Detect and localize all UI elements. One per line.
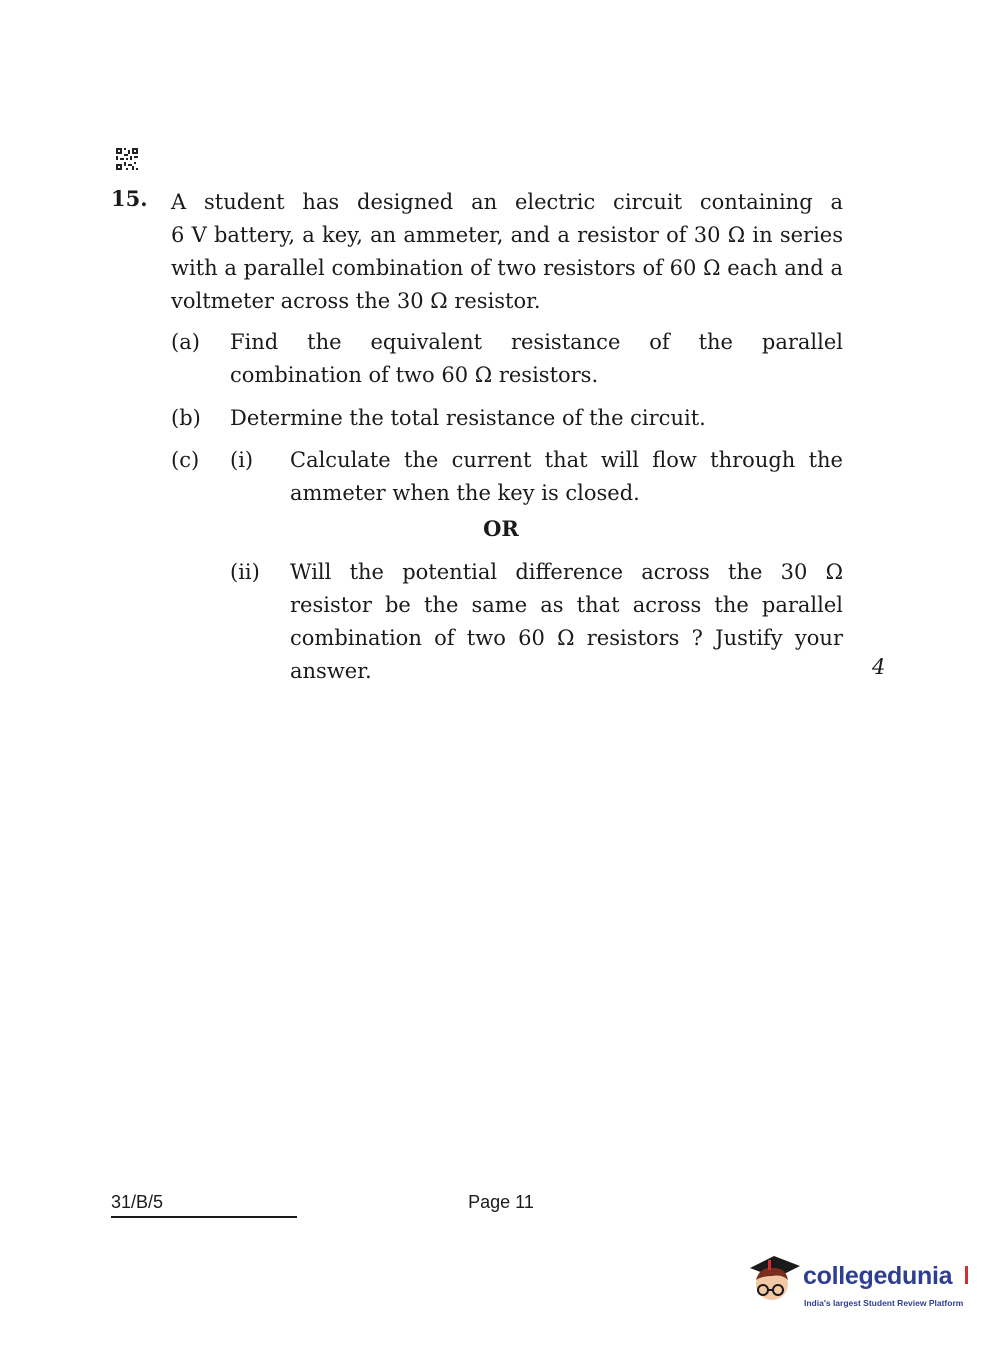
qr-code-icon	[116, 148, 138, 170]
stem-line: voltmeter across the 30 Ω resistor.	[171, 289, 541, 313]
paper-code: 31/B/5	[111, 1192, 164, 1212]
brand-tagline: India's largest Student Review Platform	[804, 1298, 964, 1308]
stem-line: with a parallel combination of two resistors of 60 Ω each and a	[171, 256, 843, 280]
part-c-ii-line: Will the potential difference across the 30 Ω	[290, 560, 843, 584]
part-c-i-text	[290, 444, 843, 510]
part-c-ii-line: answer.	[290, 659, 372, 683]
part-a-line: Find the equivalent resistance of the parallel	[230, 330, 843, 354]
part-c-label: (c)	[171, 448, 200, 472]
brand-name: collegedunia	[803, 1262, 953, 1290]
marks: 4	[872, 655, 886, 679]
part-a-text	[230, 326, 843, 392]
part-c-i-line: ammeter when the key is closed.	[290, 481, 640, 505]
part-b-label: (b)	[171, 406, 201, 430]
part-c-i-label: (i)	[230, 448, 254, 472]
footer-rule	[111, 1216, 297, 1218]
part-c-ii-line: combination of two 60 Ω resistors ? Justify your	[290, 626, 843, 650]
question-number: 15.	[111, 186, 148, 211]
part-a-label: (a)	[171, 330, 200, 354]
question-stem	[171, 186, 843, 318]
stem-line: 6 V battery, a key, an ammeter, and a resistor of 30 Ω in series	[171, 223, 843, 247]
part-c-i-line: Calculate the current that will flow through the	[290, 448, 843, 472]
part-c-ii-line: resistor be the same as that across the parallel	[290, 593, 843, 617]
part-b-text: Determine the total resistance of the circuit.	[230, 406, 706, 430]
part-c-ii-text	[290, 556, 843, 688]
part-c-ii-label: (ii)	[230, 560, 260, 584]
or-separator: OR	[483, 516, 519, 541]
part-a-line: combination of two 60 Ω resistors.	[230, 363, 599, 387]
page-number: Page 11	[468, 1192, 534, 1212]
stem-line: A student has designed an electric circuit containing a	[171, 190, 843, 214]
